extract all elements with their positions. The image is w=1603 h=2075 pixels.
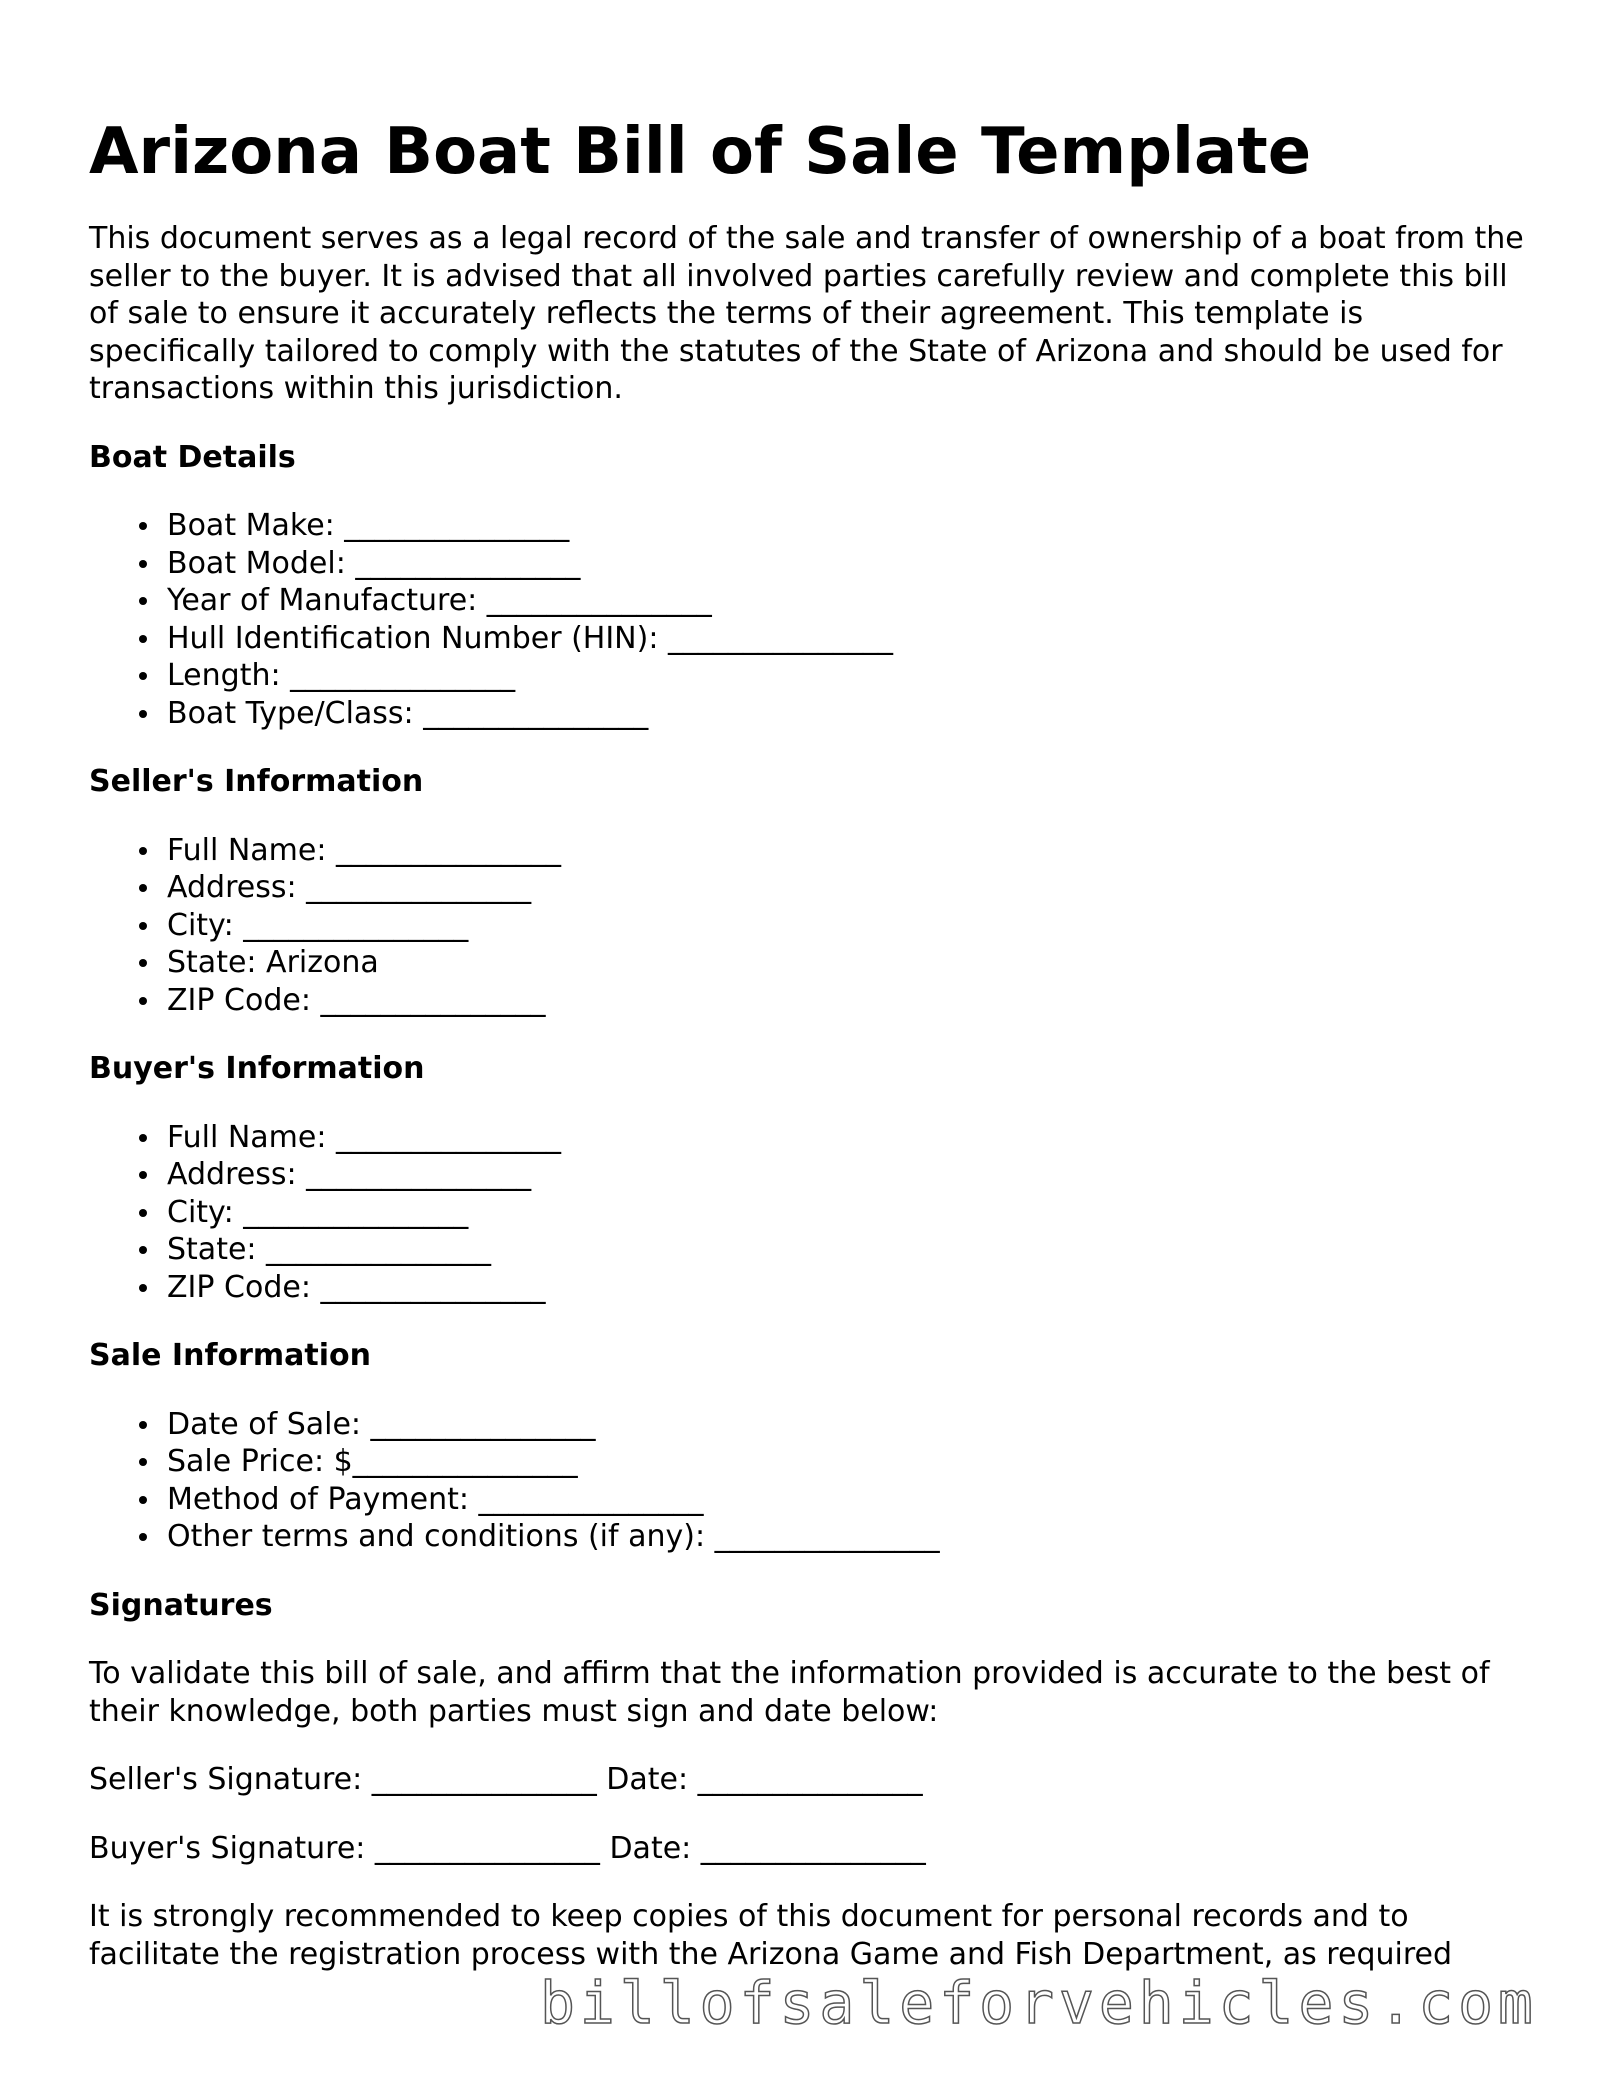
seller-city-field: City: _______________ [167,907,1529,945]
buyer-full-name-field: Full Name: _______________ [167,1119,1529,1157]
buyer-zip-field: ZIP Code: _______________ [167,1269,1529,1307]
boat-details-heading: Boat Details [89,439,296,475]
sale-info-heading: Sale Information [89,1338,371,1373]
method-of-payment-field: Method of Payment: _______________ [167,1481,1529,1519]
seller-full-name-field: Full Name: _______________ [167,832,1529,870]
watermark-text: billofsaleforvehicles.com [540,1969,1538,2037]
boat-type-field: Boat Type/Class: _______________ [167,695,1529,733]
hin-field: Hull Identification Number (HIN): _______________ [167,620,1529,658]
boat-details-list [89,507,1529,732]
sale-price-field: Sale Price: $_______________ [167,1443,1529,1481]
seller-signature-line: Seller's Signature: _______________ Date: _______________ [89,1762,923,1797]
seller-address-field: Address: _______________ [167,869,1529,907]
buyer-signature-line: Buyer's Signature: _______________ Date: _______________ [89,1830,926,1866]
intro-paragraph: This document serves as a legal record of the sale and transfer of ownership of a boat from the seller to the buyer. It is advised that all involved parties carefully review and complete this bill of sale to ensure it accurately reflects the terms of their agreement. This template is specifically tailored to comply with the statutes of the State of Arizona and should be used for transactions within this jurisdiction. [89,221,1524,406]
document-page [89,108,1529,2004]
sale-info-list [89,1406,1529,1556]
closing-paragraph: It is strongly recommended to keep copies of this document for personal records and to facilitate the registration process with the Arizona Game and Fish Department, as required [89,1899,1453,1972]
seller-info-list [89,832,1529,1020]
seller-state-field: State: Arizona [167,944,1529,982]
document-title: Arizona Boat Bill of Sale Template [89,115,1312,189]
length-field: Length: _______________ [167,657,1529,695]
buyer-info-list [89,1119,1529,1307]
buyer-state-field: State: _______________ [167,1231,1529,1269]
date-of-sale-field: Date of Sale: _______________ [167,1406,1529,1444]
seller-info-heading: Seller's Information [89,764,424,799]
signatures-paragraph: To validate this bill of sale, and affirm that the information provided is accurate to the best of their knowledge, both parties must sign and date below: [89,1656,1490,1729]
buyer-info-heading: Buyer's Information [89,1051,425,1086]
boat-make-field: Boat Make: _______________ [167,507,1529,545]
year-of-manufacture-field: Year of Manufacture: _______________ [167,582,1529,620]
buyer-city-field: City: _______________ [167,1194,1529,1232]
buyer-address-field: Address: _______________ [167,1156,1529,1194]
other-terms-field: Other terms and conditions (if any): _______________ [167,1518,1529,1556]
boat-model-field: Boat Model: _______________ [167,545,1529,583]
signatures-heading: Signatures [89,1587,273,1623]
seller-zip-field: ZIP Code: _______________ [167,982,1529,1020]
